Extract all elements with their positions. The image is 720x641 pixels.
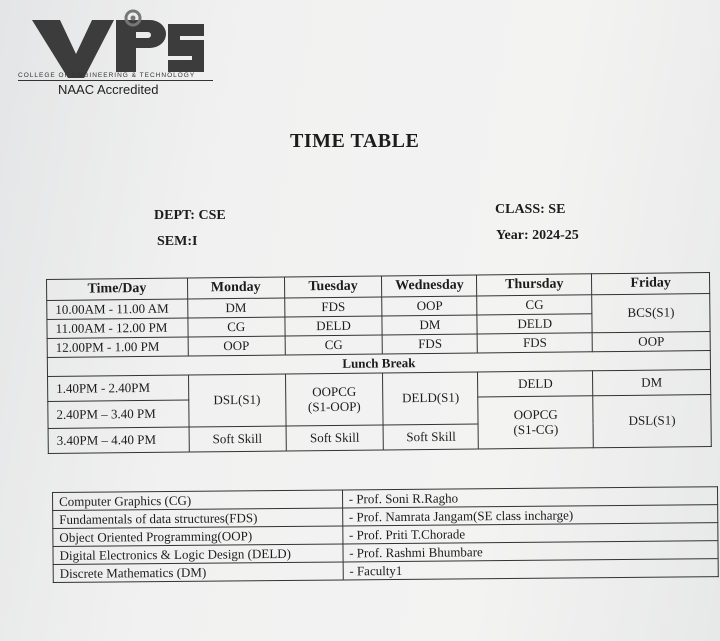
column-header: Time/Day [47, 278, 188, 300]
table-cell: DM [593, 370, 711, 396]
table-cell: FDS [284, 297, 382, 317]
table-cell: FDS [383, 334, 478, 354]
column-header: Thursday [477, 274, 592, 296]
table-cell: DELD [477, 314, 592, 334]
subject-name: Discrete Mathematics (DM) [53, 562, 343, 583]
table-cell: CG [285, 335, 383, 355]
column-header: Friday [592, 273, 710, 295]
time-cell: 2.40PM – 3.40 PM [48, 400, 189, 428]
table-cell: DELD(S1) [383, 372, 478, 425]
table-cell: OOP [382, 296, 477, 316]
table-cell: OOP [188, 336, 285, 356]
time-cell: 10.00AM - 11.00 AM [47, 299, 188, 319]
year-label: Year: 2024-25 [496, 228, 579, 243]
cell-line: OOPCG [513, 406, 558, 422]
table-cell: BCS(S1) [592, 294, 710, 333]
table-cell: OOP [592, 332, 710, 352]
table-cell: DM [382, 315, 477, 335]
college-tagline: COLLEGE OF ENGINEERING & TECHNOLOGY [18, 72, 196, 79]
sem-label: SEM:I [157, 234, 198, 249]
table-cell [285, 373, 383, 426]
table-cell: DELD [285, 316, 383, 336]
table-cell: Soft Skill [286, 425, 384, 451]
subject-name: Fundamentals of data structures(FDS) [53, 508, 343, 529]
table-cell: DM [187, 298, 284, 318]
accreditation-text: NAAC Accredited [58, 82, 159, 97]
faculty-name: - Faculty1 [343, 559, 719, 580]
subject-name: Computer Graphics (CG) [53, 490, 343, 511]
time-cell: 1.40PM - 2.40PM [48, 375, 189, 401]
column-header: Tuesday [284, 276, 382, 298]
table-cell: DSL(S1) [188, 374, 285, 427]
cell-line: OOPCG [312, 383, 357, 399]
faculty-name: - Prof. Soni R.Ragho [342, 487, 718, 508]
table-cell: CG [477, 295, 592, 315]
column-header: Monday [187, 277, 284, 299]
subject-name: Digital Electronics & Logic Design (DELD) [53, 544, 343, 565]
timetable [46, 272, 712, 454]
time-cell: 12.00PM - 1.00 PM [47, 337, 188, 357]
column-header: Wednesday [382, 275, 477, 297]
table-cell: Soft Skill [189, 426, 286, 452]
cell-line: (S1-OOP) [307, 398, 361, 414]
table-cell: FDS [477, 333, 592, 353]
dept-label: DEPT: CSE [154, 208, 226, 223]
time-cell: 3.40PM – 4.40 PM [48, 427, 189, 453]
page-title: TIME TABLE [290, 130, 420, 152]
subject-name: Object Oriented Programming(OOP) [53, 526, 343, 547]
table-cell: DSL(S1) [593, 395, 711, 448]
faculty-name: - Prof. Priti T.Chorade [342, 523, 718, 544]
time-cell: 11.00AM - 12.00 PM [47, 318, 188, 338]
table-cell: DELD [478, 371, 593, 397]
faculty-name: - Prof. Rashmi Bhumbare [343, 541, 719, 562]
faculty-name: - Prof. Namrata Jangam(SE class incharge) [342, 505, 718, 526]
subject-faculty-table [52, 486, 719, 583]
table-cell: Soft Skill [383, 424, 478, 450]
cell-line: (S1-CG) [513, 421, 559, 437]
lunch-break-cell: Lunch Break [47, 351, 710, 377]
table-cell [478, 396, 593, 449]
tagline-divider [18, 80, 213, 81]
class-label: CLASS: SE [495, 202, 566, 217]
table-cell: CG [188, 317, 285, 337]
